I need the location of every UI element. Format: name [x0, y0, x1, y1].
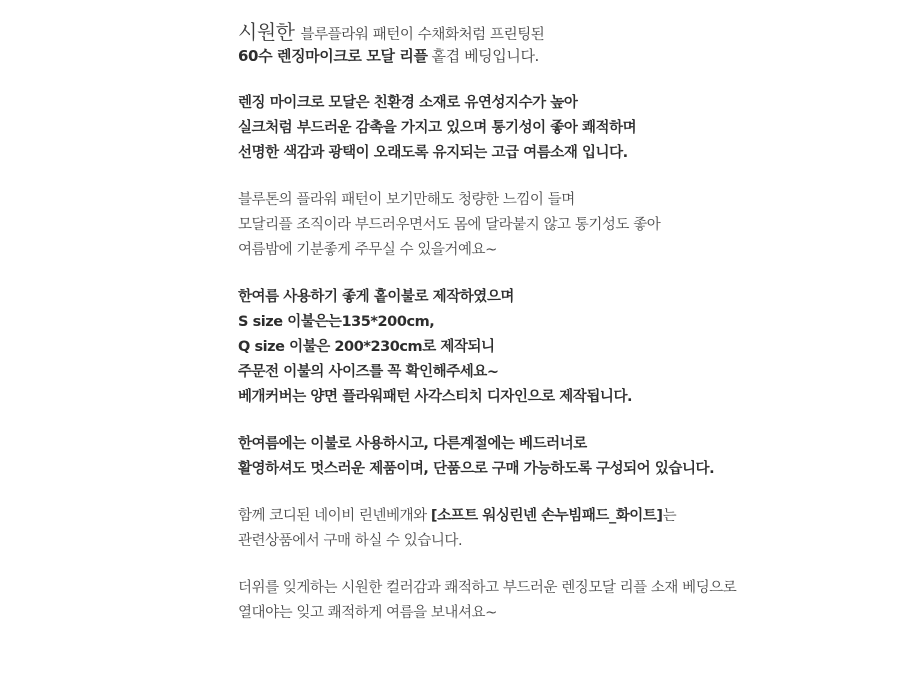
size-line: 베개커버는 양면 플라워패턴 사각스티치 디자인으로 제작됩니다. — [238, 389, 633, 405]
material-line: 실크처럼 부드러운 감촉을 가지고 있으며 통기성이 좋아 쾌적하며 — [238, 120, 637, 136]
subtitle-line — [238, 44, 888, 70]
pattern-line: 모달리플 조직이라 부드러우면서도 몸에 달라붙지 않고 통기성도 좋아 — [238, 217, 661, 233]
title-highlight: 시원한 — [238, 20, 295, 44]
size-paragraph — [238, 285, 888, 410]
pattern-line: 여름밤에 기분좋게 주무실 수 있을거예요~ — [238, 242, 497, 258]
size-line: Q size 이불은 200*230cm로 제작되니 — [238, 339, 495, 355]
pattern-line: 블루톤의 플라워 패턴이 보기만해도 청량한 느낌이 들며 — [238, 192, 575, 208]
related-products-suffix: 는 — [662, 508, 677, 524]
material-line: 선명한 색감과 광택이 오래도록 유지되는 고급 여름소재 입니다. — [238, 145, 628, 161]
usage-line: 활영하셔도 멋스러운 제품이며, 단품으로 구매 가능하도록 구성되어 있습니다. — [238, 461, 715, 477]
subtitle-material: 60수 렌징마이크로 모달 리플 — [238, 47, 428, 65]
closing-paragraph — [238, 576, 888, 626]
size-line: 주문전 이불의 사이즈를 꼭 확인해주세요~ — [238, 364, 499, 380]
related-products-line — [238, 504, 888, 529]
material-paragraph — [238, 91, 888, 166]
related-products-line: 관련상품에서 구매 하실 수 있습니다. — [238, 533, 463, 549]
material-line: 렌징 마이크로 모달은 친환경 소재로 유연성지수가 높아 — [238, 95, 578, 111]
size-line: S size 이불은는135*200cm, — [238, 314, 435, 330]
related-product-name: [소프트 워싱린넨 손누빔패드_화이트] — [430, 508, 663, 524]
pattern-paragraph — [238, 188, 888, 263]
closing-line: 열대야는 잊고 쾌적하게 여름을 보내셔요~ — [238, 605, 497, 621]
usage-paragraph — [238, 432, 888, 482]
size-line: 한여름 사용하기 좋게 홑이불로 제작하였으며 — [238, 289, 514, 305]
title-line — [238, 20, 888, 44]
product-description — [238, 20, 888, 626]
related-products-text: 함께 코디된 네이비 린넨베개와 — [238, 508, 431, 524]
title-description: 블루플라워 패턴이 수채화처럼 프린팅된 — [300, 27, 545, 43]
subtitle-product-type: 홑겹 베딩입니다. — [431, 47, 539, 65]
usage-line: 한여름에는 이불로 사용하시고, 다른계절에는 베드러너로 — [238, 436, 587, 452]
related-products-paragraph — [238, 504, 888, 554]
closing-line: 더위를 잊게하는 시원한 컬러감과 쾌적하고 부드러운 렌징모달 리플 소재 베딩으로 — [238, 580, 737, 596]
